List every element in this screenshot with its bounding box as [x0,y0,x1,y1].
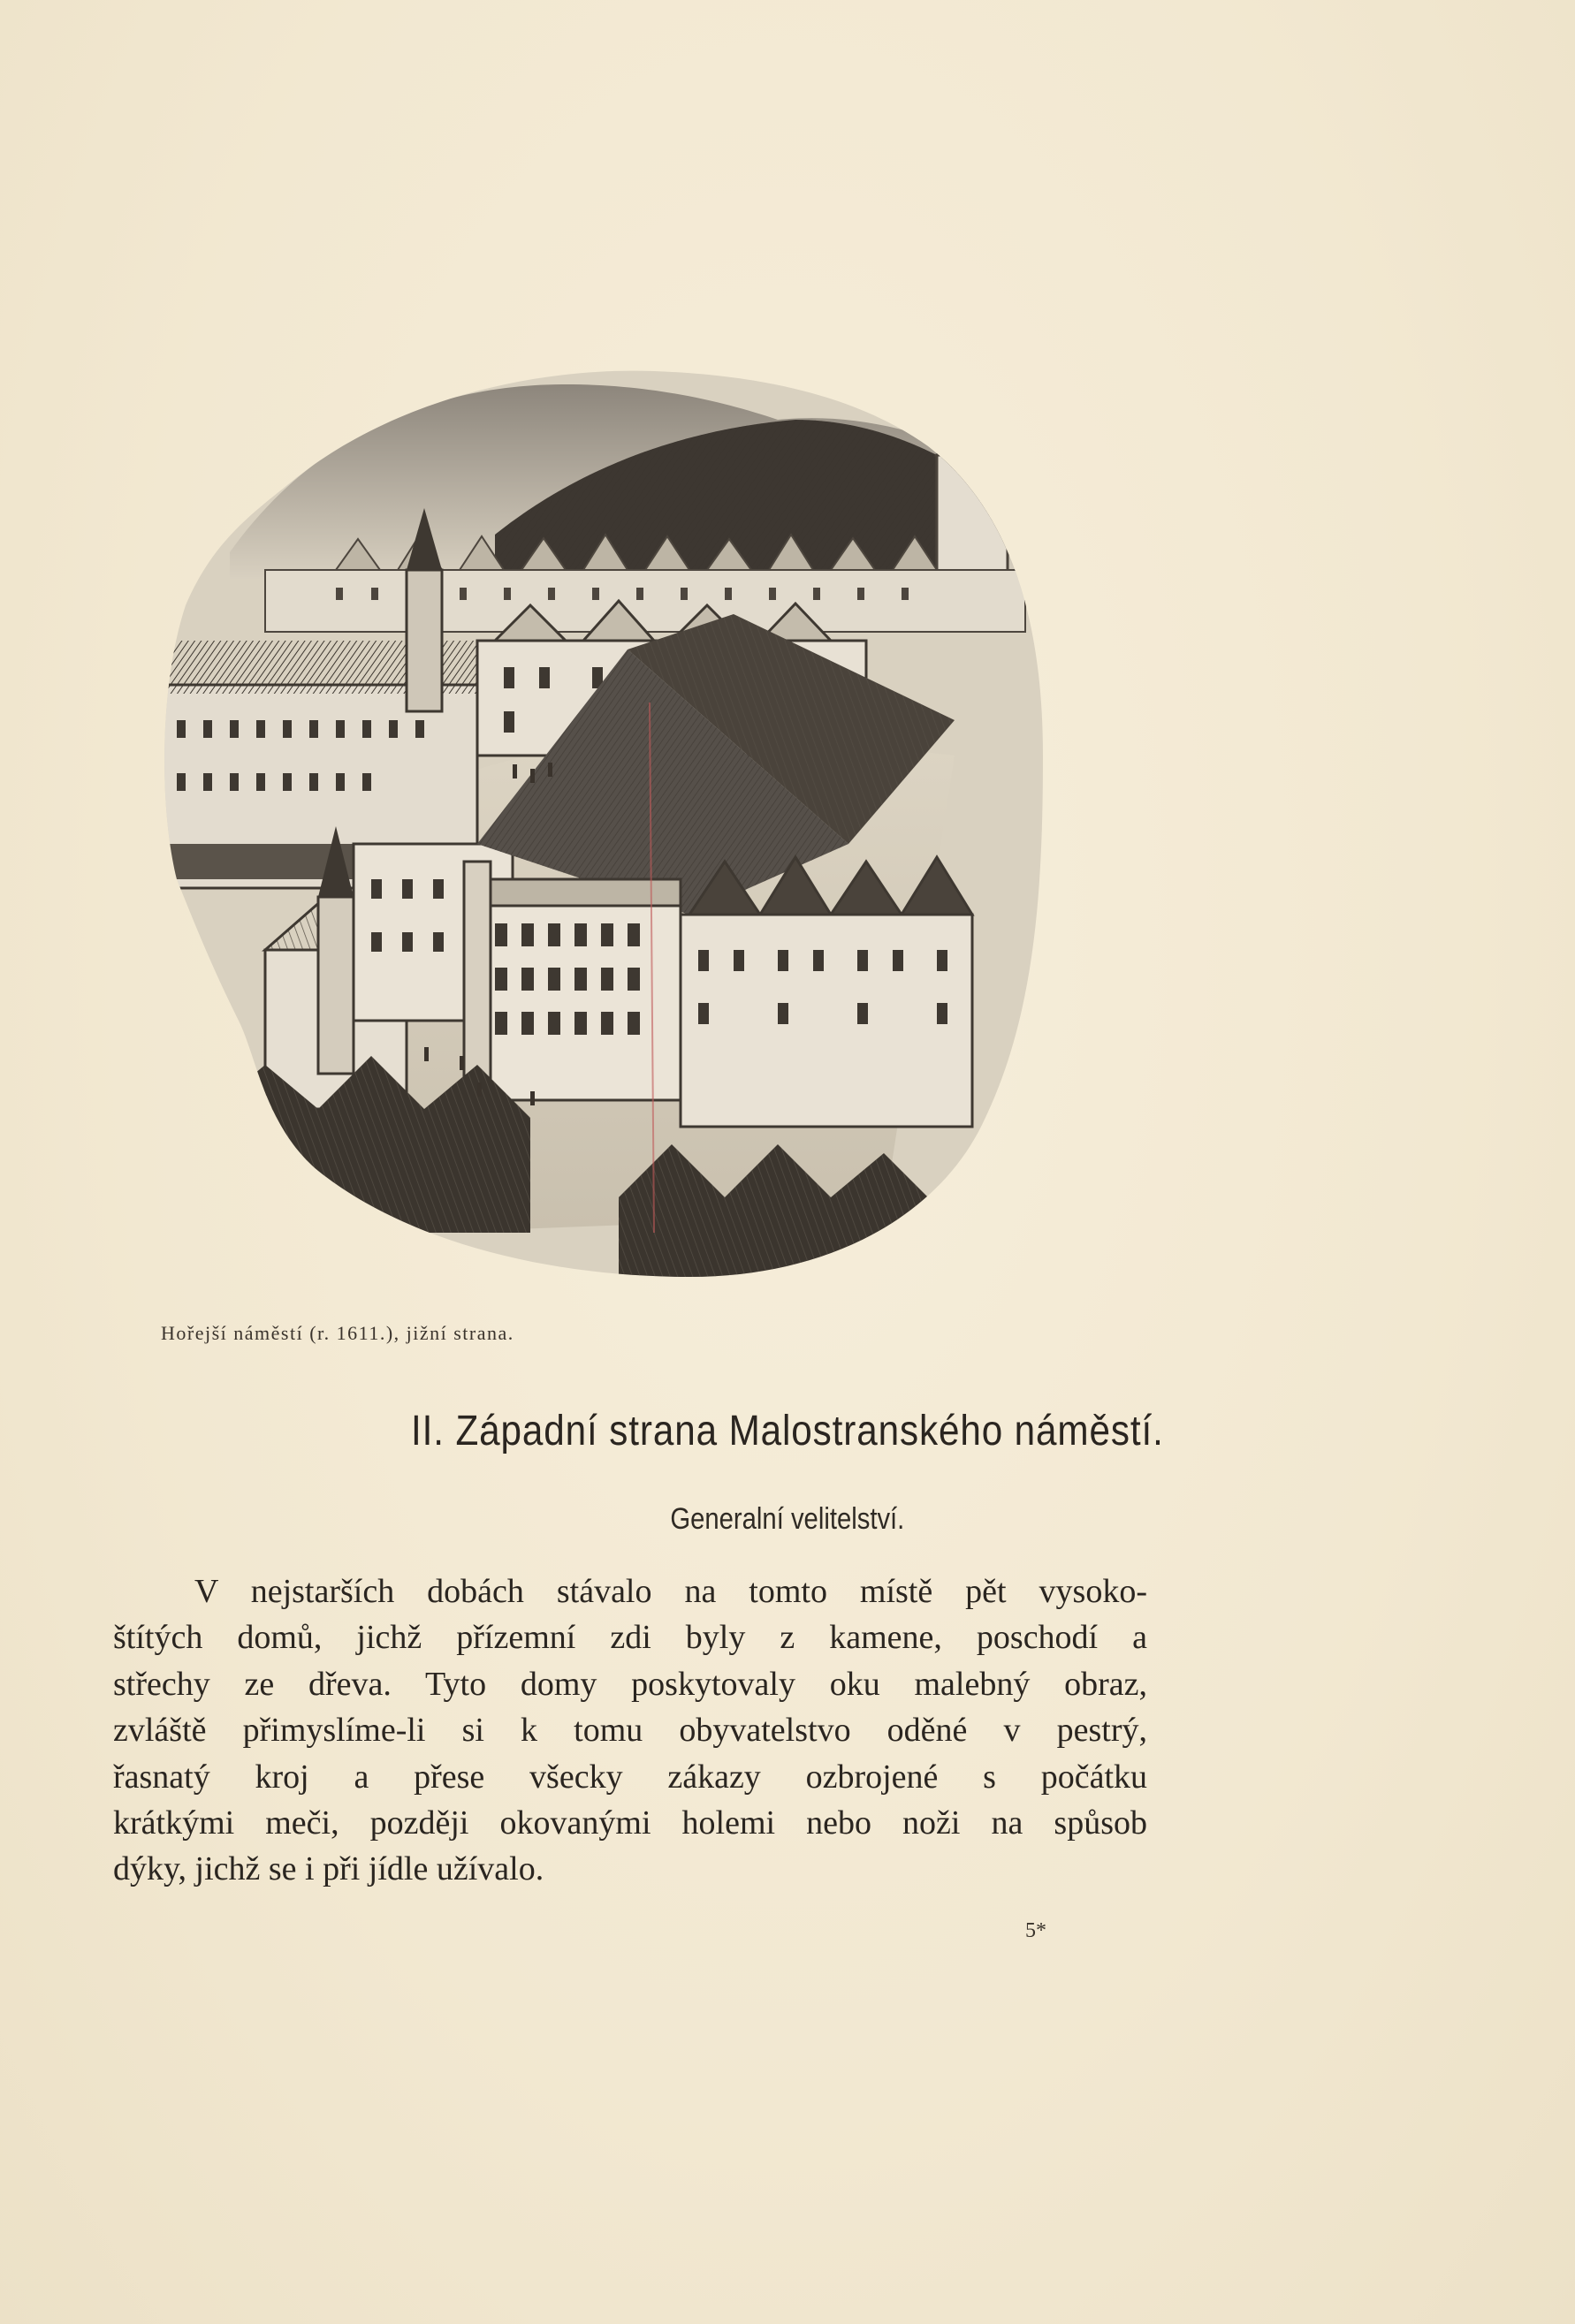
paragraph-line: zvláště přimyslíme-li si k tomu obyvatelstvo oděné v pestrý, [113,1712,1147,1750]
paragraph-line: štítých domů, jichž přízemní zdi byly z kamene, poschodí a [113,1619,1147,1657]
paragraph-line: řasnatý kroj a přese všecky zákazy ozbrojené s počátku [113,1758,1147,1796]
page-number: 5* [1025,1919,1046,1942]
chapter-heading: II. Západní strana Malostranského náměstí. [411,1408,1164,1454]
paragraph-line: krátkými meči, později okovanými holemi nebo noži na spůsob [113,1804,1147,1842]
paragraph-line: střechy ze dřeva. Tyto domy poskytovaly oku malebný obraz, [113,1665,1147,1703]
paragraph-line: dýky, jichž se i při jídle užívalo. [113,1850,544,1888]
illustration-caption: Hořejší náměstí (r. 1611.), jižní strana. [161,1322,514,1344]
paragraph-line: V nejstarších dobách stávalo na tomto místě pět vysoko- [194,1573,1147,1610]
engraving-town-square-icon [159,349,1114,1295]
body-paragraph [113,1568,1147,1893]
section-heading: Generalní velitelství. [670,1502,905,1536]
town-square-engraving [159,349,1114,1295]
